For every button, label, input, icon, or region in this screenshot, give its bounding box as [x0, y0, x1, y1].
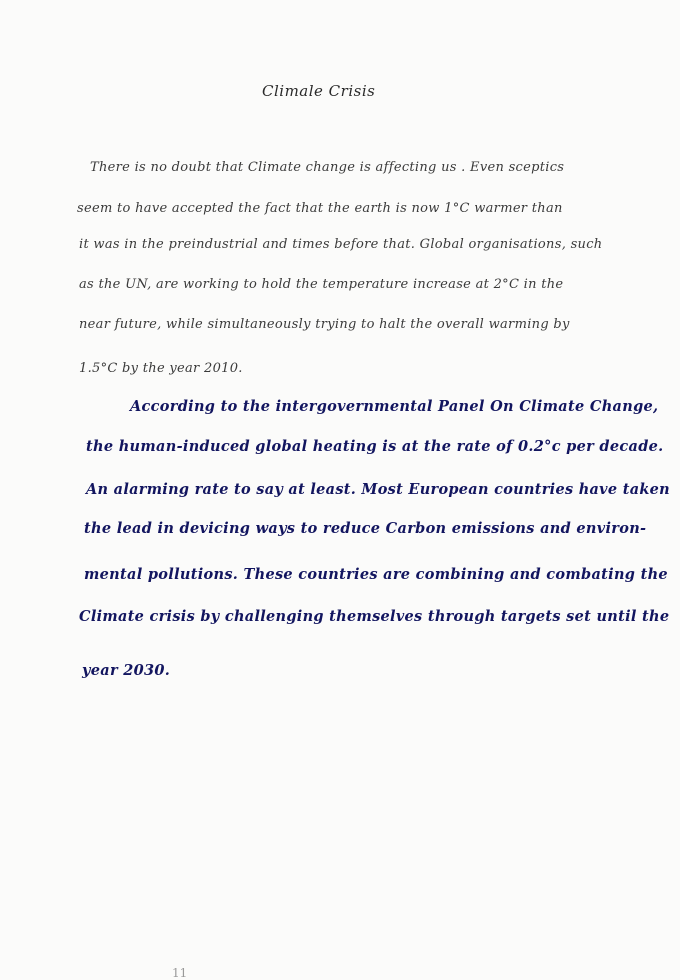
paragraph-2-line-7: year 2030. — [82, 662, 171, 679]
bottom-mark: 11 — [172, 966, 188, 980]
paragraph-1-line-4: as the UN, are working to hold the temperature increase at 2°C in the — [79, 277, 564, 292]
paragraph-2-line-3: An alarming rate to say at least. Most European countries have taken — [86, 481, 670, 498]
paragraph-1-line-5: near future, while simultaneously trying to halt the overall warming by — [79, 317, 570, 332]
page-title: Climale Crisis — [262, 82, 376, 100]
paragraph-2-line-4: the lead in devicing ways to reduce Carbon emissions and environ- — [84, 520, 647, 537]
paragraph-1-line-1: There is no doubt that Climate change is affecting us . Even sceptics — [90, 160, 565, 175]
paragraph-2-line-1: According to the intergovernmental Panel On Climate Change, — [130, 398, 659, 415]
paragraph-2-line-6: Climate crisis by challenging themselves through targets set until the — [79, 608, 670, 625]
paragraph-2-line-2: the human-induced global heating is at the rate of 0.2°c per decade. — [86, 438, 664, 455]
paragraph-2-line-5: mental pollutions. These countries are combining and combating the — [84, 566, 668, 583]
paragraph-1-line-6: 1.5°C by the year 2010. — [79, 361, 243, 376]
paragraph-1-line-2: seem to have accepted the fact that the earth is now 1°C warmer than — [77, 201, 563, 216]
paragraph-1-line-3: it was in the preindustrial and times before that. Global organisations, such — [79, 237, 603, 252]
